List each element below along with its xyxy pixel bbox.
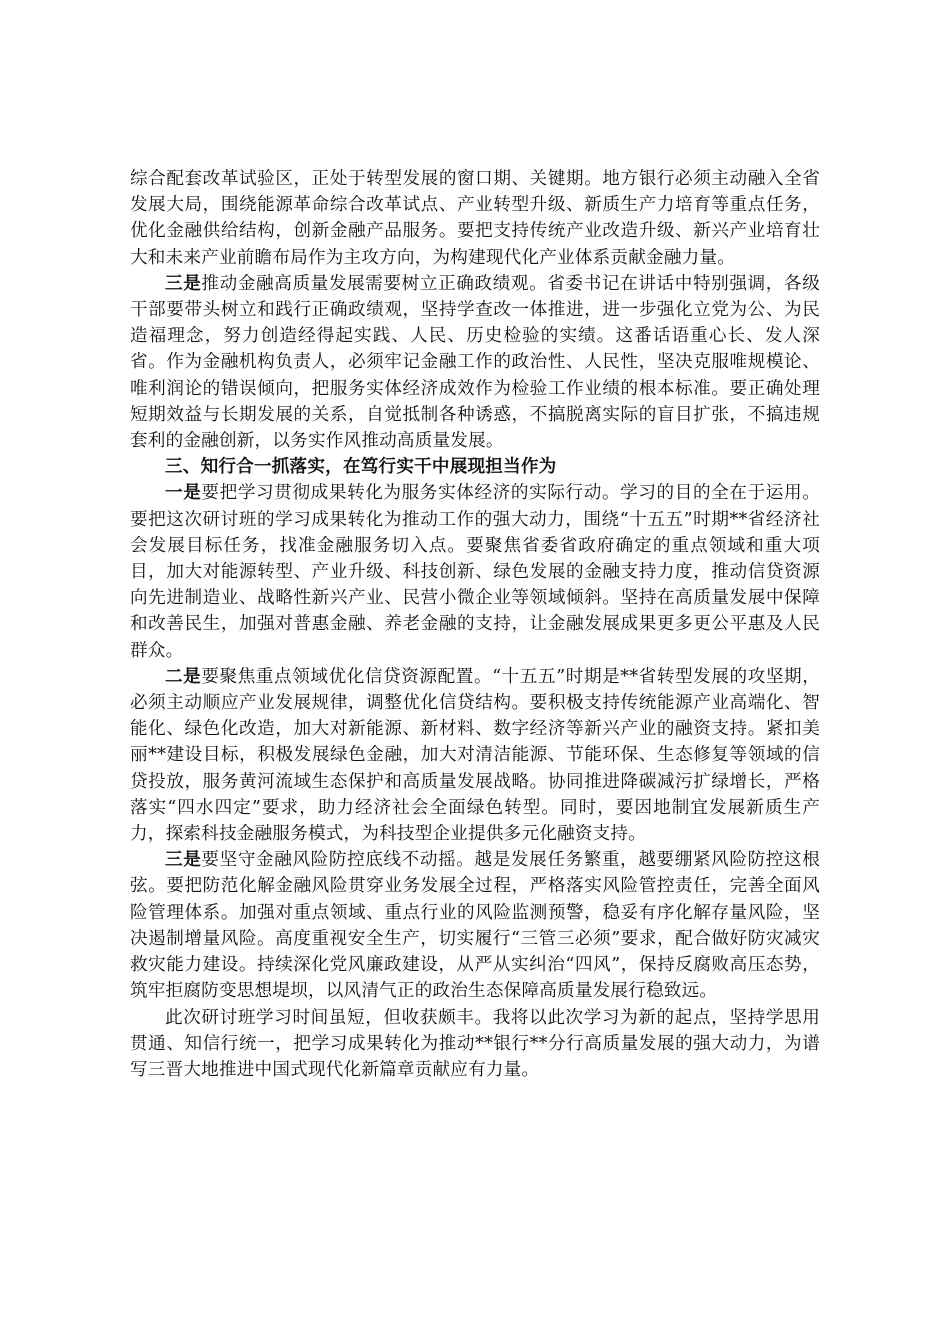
paragraph-continuation: 综合配套改革试验区，正处于转型发展的窗口期、关键期。地方银行必须主动融入全省发展大局，围绕能源革命综合改革试点、产业转型升级、新质生产力培育等重点任务，优化金融供给结构，创新金融产品服务。要把支持传统产业改造升级、新兴产业培育壮大和未来产业前瞻布局作为主攻方向，为构建现代化产业体系贡献金融力量。	[130, 169, 820, 268]
paragraph-second-point-credit	[130, 664, 820, 847]
paragraph-lead: 三是	[165, 849, 202, 871]
section-heading-3: 三、知行合一抓落实，在笃行实干中展现担当作为	[165, 456, 557, 478]
paragraph-third-point-performance	[130, 271, 820, 454]
paragraph-body: 要聚焦重点领域优化信贷资源配置。“十五五”时期是**省转型发展的攻坚期，必须主动顺应产业发展规律，调整优化信贷结构。要积极支持传统能源产业高端化、智能化、绿色化改造，加大对新能源、新材料、数字经济等新兴产业的融资支持。紧扣美丽**建设目标，积极发展绿色金融，加大对清洁能源、节能环保、生态修复等领域的信贷投放，服务黄河流域生态保护和高质量发展战略。协同推进降碳减污扩绿增长，严格落实“四水四定”要求，助力经济社会全面绿色转型。同时，要因地制宜发展新质生产力，探索科技金融服务模式，为科技型企业提供多元化融资支持。	[130, 666, 820, 845]
paragraph-lead: 三是	[165, 272, 202, 294]
document-page	[130, 166, 820, 1083]
paragraph-lead: 一是	[165, 482, 202, 504]
paragraph-third-point-risk	[130, 847, 820, 1004]
paragraph-body: 要把学习贯彻成果转化为服务实体经济的实际行动。学习的目的全在于运用。要把这次研讨班的学习成果转化为推动工作的强大动力，围绕“十五五”时期**省经济社会发展目标任务，找准金融服务切入点。要聚焦省委省政府确定的重点领域和重大项目，加大对能源转型、产业升级、科技创新、绿色发展的金融支持力度，推动信贷资源向先进制造业、战略性新兴产业、民营小微企业等领域倾斜。坚持在高质量发展中保障和改善民生，加强对普惠金融、养老金融的支持，让金融发展成果更多更公平惠及人民群众。	[130, 483, 820, 661]
paragraph-lead: 二是	[165, 665, 202, 687]
paragraph-first-point-action	[130, 480, 820, 663]
paragraph-body: 推动金融高质量发展需要树立正确政绩观。省委书记在讲话中特别强调，各级干部要带头树立和践行正确政绩观，坚持学查改一体推进，进一步强化立党为公、为民造福理念，努力创造经得起实践、人民、历史检验的实绩。这番话语重心长、发人深省。作为金融机构负责人，必须牢记金融工作的政治性、人民性，坚决克服唯规模论、唯利润论的错误倾向，把服务实体经济成效作为检验工作业绩的根本标准。要正确处理短期效益与长期发展的关系，自觉抵制各种诱惑，不搞脱离实际的盲目扩张，不搞违规套利的金融创新，以务实作风推动高质量发展。	[130, 273, 820, 452]
paragraph-body: 要坚守金融风险防控底线不动摇。越是发展任务繁重，越要绷紧风险防控这根弦。要把防范化解金融风险贯穿业务发展全过程，严格落实风险管控责任，完善全面风险管理体系。加强对重点领域、重点行业的风险监测预警，稳妥有序化解存量风险，坚决遏制增量风险。高度重视安全生产，切实履行“三管三必须”要求，配合做好防灾减灾救灾能力建设。持续深化党风廉政建设，从严从实纠治“四风”，保持反腐败高压态势，筑牢拒腐防变思想堤坝，以风清气正的政治生态保障高质量发展行稳致远。	[130, 850, 820, 1002]
paragraph-conclusion: 此次研讨班学习时间虽短，但收获颇丰。我将以此次学习为新的起点，坚持学思用贯通、知信行统一，把学习成果转化为推动**银行**分行高质量发展的强大动力，为谱写三晋大地推进中国式现代化新篇章贡献应有力量。	[130, 1007, 820, 1080]
